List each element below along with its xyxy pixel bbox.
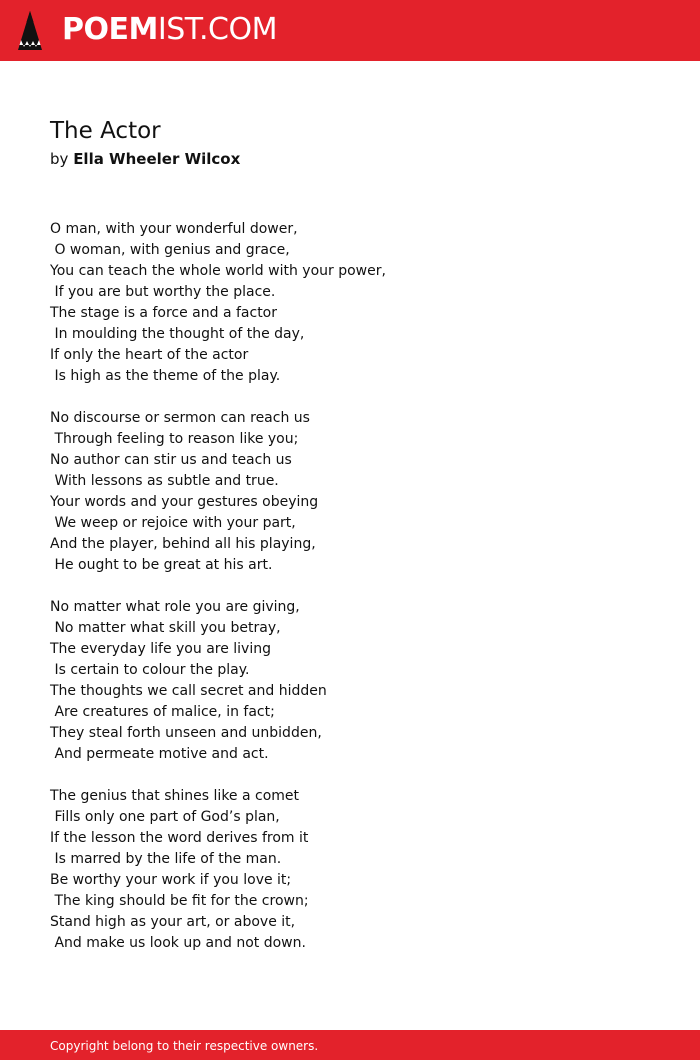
poem-line: No matter what role you are giving, xyxy=(50,599,300,615)
poem-line: Stand high as your art, or above it, xyxy=(50,914,296,930)
poem-author: Ella Wheeler Wilcox xyxy=(73,150,241,168)
pencil-tip-icon xyxy=(17,10,43,52)
poem-line: With lessons as subtle and true. xyxy=(50,473,279,489)
poem-line: Your words and your gestures obeying xyxy=(50,494,319,510)
poem-line: Is high as the theme of the play. xyxy=(50,368,281,384)
stanza-divider xyxy=(50,387,650,408)
poem-line: If you are but worthy the place. xyxy=(50,284,276,300)
logo-light-text: IST.COM xyxy=(157,12,277,47)
poem-line: And permeate motive and act. xyxy=(50,746,269,762)
poem-line: The everyday life you are living xyxy=(50,641,271,657)
by-label: by xyxy=(50,150,69,168)
poem-line: They steal forth unseen and unbidden, xyxy=(50,725,322,741)
poem-line: Be worthy your work if you love it; xyxy=(50,872,292,888)
poem-line: The stage is a force and a factor xyxy=(50,305,278,321)
poem-line: In moulding the thought of the day, xyxy=(50,326,305,342)
poem-line: Is marred by the life of the man. xyxy=(50,851,282,867)
poem-line: No discourse or sermon can reach us xyxy=(50,410,310,426)
poem-title: The Actor xyxy=(50,118,161,144)
poem-line: If the lesson the word derives from it xyxy=(50,830,309,846)
poem-line: And the player, behind all his playing, xyxy=(50,536,316,552)
poem-line: Is certain to colour the play. xyxy=(50,662,250,678)
poem-line: O woman, with genius and grace, xyxy=(50,242,290,258)
poem-line: Fills only one part of God’s plan, xyxy=(50,809,280,825)
poem-line: You can teach the whole world with your power, xyxy=(50,263,386,279)
stanza xyxy=(50,597,650,765)
logo-bold-text: POEM xyxy=(62,12,158,47)
poem-body xyxy=(50,219,650,954)
stanza xyxy=(50,408,650,576)
copyright-notice: Copyright belong to their respective owners. xyxy=(50,1039,319,1053)
poem-line: The genius that shines like a comet xyxy=(50,788,300,804)
poem-line: No matter what skill you betray, xyxy=(50,620,281,636)
poem-line: The thoughts we call secret and hidden xyxy=(50,683,327,699)
poem-line: And make us look up and not down. xyxy=(50,935,306,951)
site-logo[interactable] xyxy=(62,12,277,48)
poem-line: Are creatures of malice, in fact; xyxy=(50,704,275,720)
stanza xyxy=(50,786,650,954)
poem-line: We weep or rejoice with your part, xyxy=(50,515,296,531)
poem-line: O man, with your wonderful dower, xyxy=(50,221,298,237)
poem-line: Through feeling to reason like you; xyxy=(50,431,299,447)
poem-line: He ought to be great at his art. xyxy=(50,557,273,573)
stanza xyxy=(50,219,650,387)
poem-line: The king should be fit for the crown; xyxy=(50,893,309,909)
poem-line: If only the heart of the actor xyxy=(50,347,249,363)
poem-byline xyxy=(50,149,240,169)
stanza-divider xyxy=(50,576,650,597)
stanza-divider xyxy=(50,765,650,786)
poem-line: No author can stir us and teach us xyxy=(50,452,292,468)
site-header xyxy=(0,0,700,61)
site-footer xyxy=(0,1030,700,1060)
